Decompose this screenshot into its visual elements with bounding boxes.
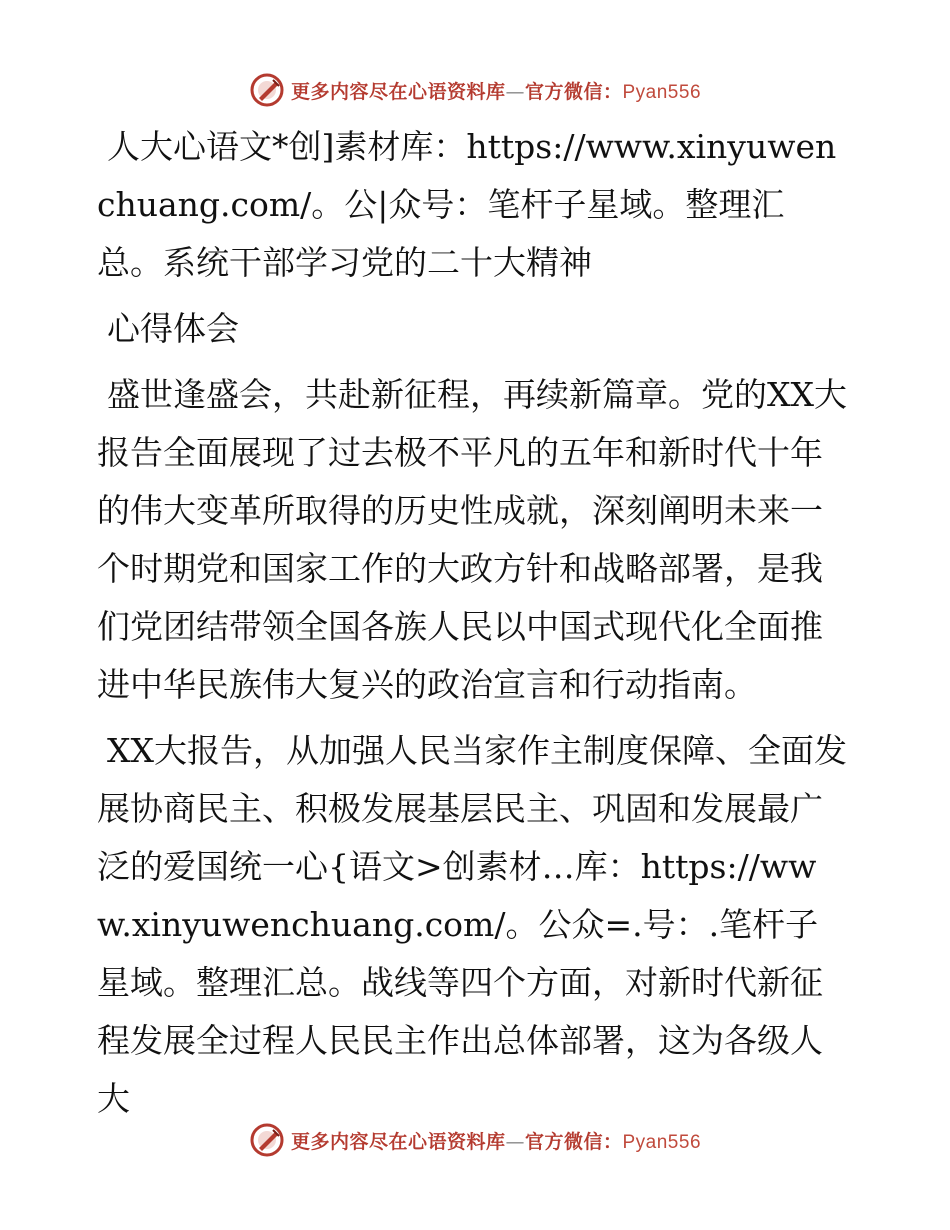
footer-watermark-banner <box>0 1120 950 1160</box>
document-title: 心得体会 <box>107 309 239 348</box>
intro-paragraph: 人大心语文*创]素材库：https://www.xinyuwenchuang.com/。公|众号：笔杆子星域。整理汇总。系统干部学习党的二十大精神 <box>97 127 837 282</box>
document-body <box>97 118 849 1136</box>
banner-wechat-id: Pyan556 <box>622 81 702 103</box>
banner-separator: — <box>505 1130 525 1153</box>
banner-separator: — <box>505 80 525 103</box>
banner-main-text: 更多内容尽在心语资料库 <box>290 1130 506 1153</box>
brand-logo-icon <box>249 1122 285 1158</box>
header-watermark-banner <box>0 70 950 110</box>
brand-logo-icon <box>249 72 285 108</box>
banner-wechat-id: Pyan556 <box>622 1131 702 1153</box>
paragraph-1: 盛世逢盛会，共赴新征程，再续新篇章。党的XX大报告全面展现了过去极不平凡的五年和新时代十年的伟大变革所取得的历史性成就，深刻阐明未来一个时期党和国家工作的大政方针和战略部署，是我们党团结带领全国各族人民以中国式现代化全面推进中华民族伟大复兴的政治宣言和行动指南。 <box>97 375 847 704</box>
banner-wechat-label: 官方微信： <box>524 1130 623 1153</box>
banner-wechat-label: 官方微信： <box>524 80 623 103</box>
paragraph-2: XX大报告，从加强人民当家作主制度保障、全面发展协商民主、积极发展基层民主、巩固和发展最广泛的爱国统一心{语文>创素材…库：https://www.xinyuwenchuang.com/。公众=.号：.笔杆子星域。整理汇总。战线等四个方面，对新时代新征程发展全过程人民民主作出总体部署，这为各级人大 <box>97 731 847 1118</box>
banner-main-text: 更多内容尽在心语资料库 <box>290 80 506 103</box>
